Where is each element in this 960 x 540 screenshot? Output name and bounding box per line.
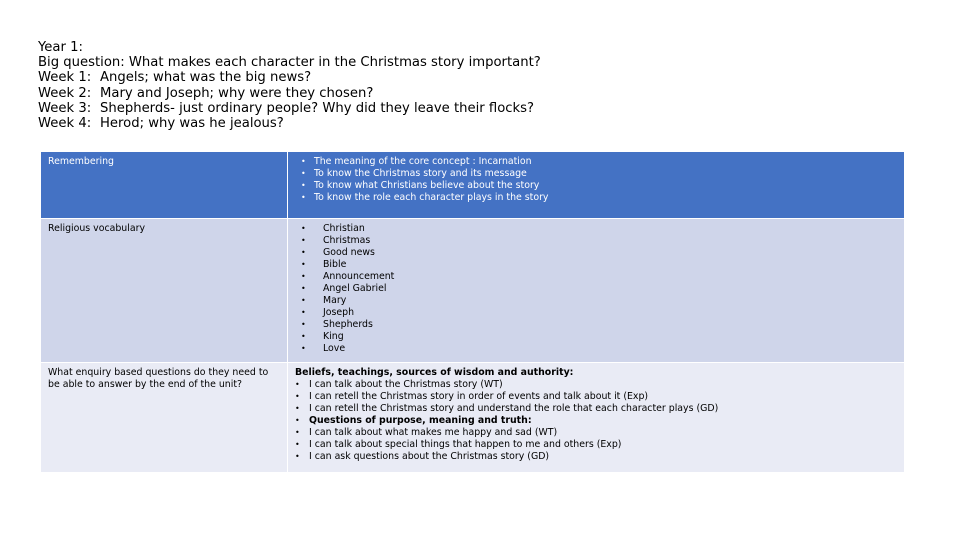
table-row-vocabulary xyxy=(41,219,905,363)
list-item xyxy=(301,235,897,247)
list-item xyxy=(295,451,897,463)
list-item-text: To know the role each character plays in the story xyxy=(314,192,549,203)
list-item xyxy=(295,439,897,451)
unit-header xyxy=(38,40,541,131)
vocabulary-word: Love xyxy=(323,343,346,354)
enquiry-item-text: I can talk about the Christmas story (WT) xyxy=(309,379,503,390)
list-item xyxy=(301,180,897,192)
row-label-cell xyxy=(41,219,288,363)
vocabulary-word: Shepherds xyxy=(323,319,373,330)
week-label: Week 1: xyxy=(38,70,92,86)
row-content-cell xyxy=(288,152,905,219)
bullet-icon: • xyxy=(295,452,300,461)
week-label: Week 3: xyxy=(38,100,92,116)
list-item xyxy=(301,156,897,168)
bullet-icon: • xyxy=(301,248,306,257)
table-row-remembering xyxy=(41,152,905,219)
row-label: Remembering xyxy=(48,156,114,167)
week-line xyxy=(38,70,541,85)
list-item xyxy=(301,343,897,355)
table-row-enquiry xyxy=(41,363,905,473)
row-label: What enquiry based questions do they need to be able to answer by the end of the unit? xyxy=(48,367,269,390)
bullet-icon: • xyxy=(301,320,306,329)
bullet-icon: • xyxy=(301,296,306,305)
list-item xyxy=(295,415,897,427)
enquiry-item-text: I can retell the Christmas story in order of events and talk about it (Exp) xyxy=(309,391,649,402)
enquiry-item-text: Questions of purpose, meaning and truth: xyxy=(309,415,532,426)
bullet-icon: • xyxy=(301,169,306,178)
vocabulary-word: King xyxy=(323,331,344,342)
enquiry-item-text: I can ask questions about the Christmas story (GD) xyxy=(309,451,550,462)
bullet-icon: • xyxy=(301,193,306,202)
list-item xyxy=(295,403,897,415)
bullet-icon: • xyxy=(301,157,306,166)
week-line xyxy=(38,86,541,101)
year-label: Year 1: xyxy=(38,40,83,55)
vocabulary-word: Bible xyxy=(323,259,347,270)
bullet-icon: • xyxy=(295,416,300,425)
list-item-text: The meaning of the core concept : Incarnation xyxy=(314,156,532,167)
week-text: Angels; what was the big news? xyxy=(100,70,312,86)
bullet-icon: • xyxy=(295,428,300,437)
week-line xyxy=(38,101,541,116)
bullet-icon: • xyxy=(295,440,300,449)
week-text: Shepherds- just ordinary people? Why did they leave their flocks? xyxy=(100,100,535,116)
week-label: Week 4: xyxy=(38,116,92,132)
enquiry-item-text: I can retell the Christmas story and understand the role that each character plays (GD) xyxy=(309,403,719,414)
bullet-icon: • xyxy=(301,272,306,281)
list-item xyxy=(295,427,897,439)
list-item xyxy=(301,319,897,331)
list-item xyxy=(301,247,897,259)
list-item xyxy=(301,168,897,180)
week-text: Mary and Joseph; why were they chosen? xyxy=(100,85,374,101)
vocabulary-word: Joseph xyxy=(323,307,355,318)
week-label: Week 2: xyxy=(38,85,92,101)
bullet-icon: • xyxy=(295,392,300,401)
week-line xyxy=(38,116,541,131)
list-item xyxy=(301,223,897,235)
remembering-list xyxy=(295,156,897,204)
vocabulary-word: Angel Gabriel xyxy=(323,283,387,294)
row-content-cell xyxy=(288,219,905,363)
row-content-cell xyxy=(288,363,905,473)
list-item xyxy=(301,307,897,319)
list-item-text: To know what Christians believe about the story xyxy=(314,180,540,191)
vocabulary-word: Mary xyxy=(323,295,347,306)
bullet-icon: • xyxy=(301,181,306,190)
vocabulary-word: Christmas xyxy=(323,235,371,246)
list-item xyxy=(301,283,897,295)
list-item xyxy=(301,295,897,307)
list-item xyxy=(301,331,897,343)
list-item xyxy=(295,391,897,403)
enquiry-intro: Beliefs, teachings, sources of wisdom and authority: xyxy=(295,367,574,378)
enquiry-item-text: I can talk about what makes me happy and sad (WT) xyxy=(309,427,558,438)
vocabulary-list xyxy=(295,223,897,355)
big-question: Big question: What makes each character in the Christmas story important? xyxy=(38,55,541,71)
vocabulary-word: Christian xyxy=(323,223,365,234)
bullet-icon: • xyxy=(301,224,306,233)
unit-plan-table xyxy=(40,151,905,473)
list-item-text: To know the Christmas story and its message xyxy=(314,168,527,179)
list-item xyxy=(301,259,897,271)
bullet-icon: • xyxy=(301,260,306,269)
vocabulary-word: Announcement xyxy=(323,271,395,282)
bullet-icon: • xyxy=(301,308,306,317)
enquiry-item-text: I can talk about special things that happen to me and others (Exp) xyxy=(309,439,622,450)
list-item xyxy=(301,192,897,204)
vocabulary-word: Good news xyxy=(323,247,375,258)
bullet-icon: • xyxy=(301,236,306,245)
bullet-icon: • xyxy=(295,380,300,389)
enquiry-list xyxy=(295,379,897,463)
list-item xyxy=(295,379,897,391)
row-label-cell xyxy=(41,363,288,473)
bullet-icon: • xyxy=(301,344,306,353)
row-label-cell xyxy=(41,152,288,219)
bullet-icon: • xyxy=(301,284,306,293)
week-text: Herod; why was he jealous? xyxy=(100,116,284,132)
row-label: Religious vocabulary xyxy=(48,223,145,234)
bullet-icon: • xyxy=(301,332,306,341)
bullet-icon: • xyxy=(295,404,300,413)
list-item xyxy=(301,271,897,283)
